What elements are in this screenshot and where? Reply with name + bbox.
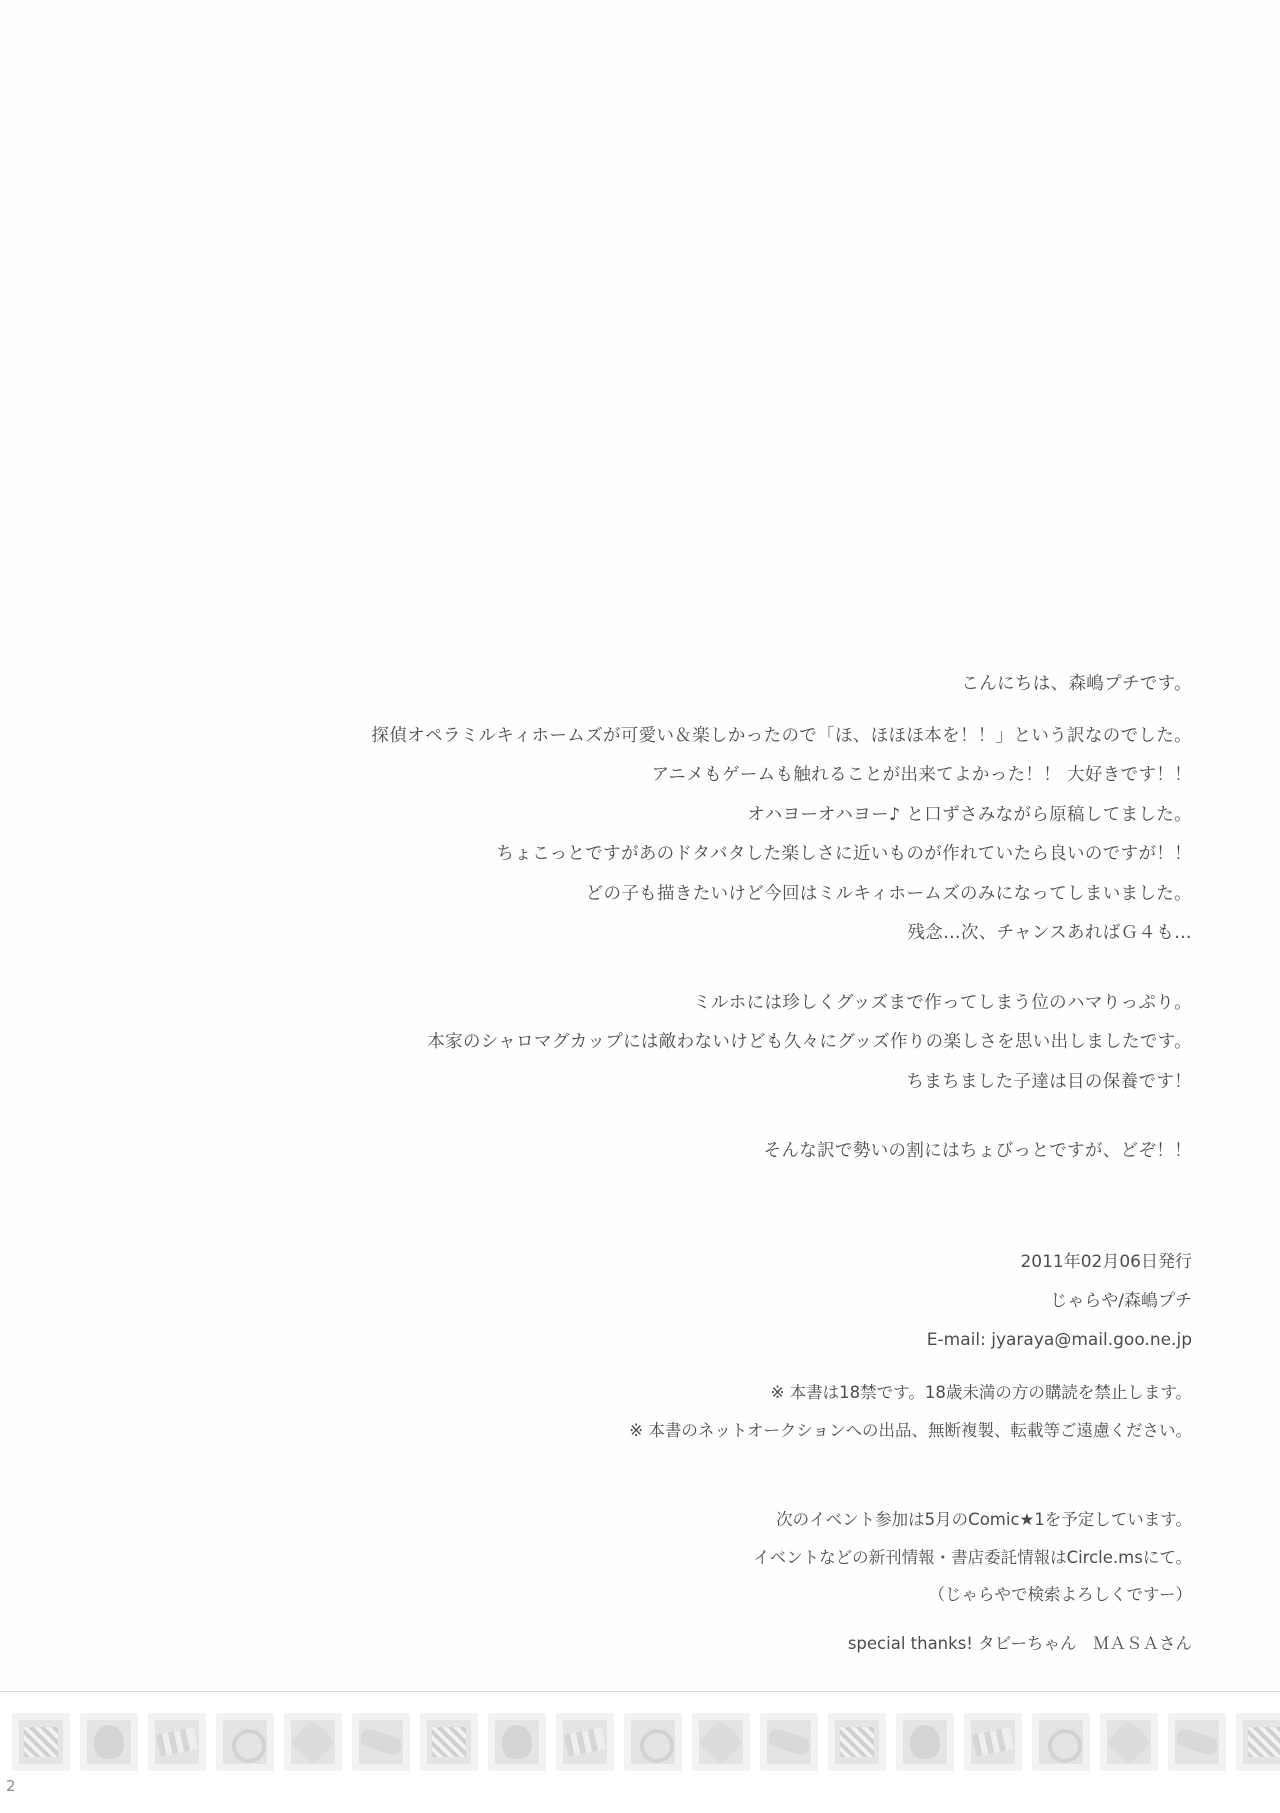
footer-tile [12,1713,70,1771]
footer-tile [828,1713,886,1771]
age-restriction-notice: ※ 本書は18禁です。18歳未満の方の購読を禁止します。 [770,1383,1192,1402]
search-hint-line: （じゃらやで検索よろしくですー） [928,1585,1192,1604]
footer-tile [1236,1713,1280,1771]
footer-tile [692,1713,750,1771]
footer-tile [284,1713,342,1771]
afterword-line: アニメもゲームも触れることが出来てよかった！！ 大好きです！！ [651,765,1192,785]
footer-tile [80,1713,138,1771]
afterword-text-block [272,676,1192,1183]
circle-and-author: じゃらや/森嶋プチ [1050,1291,1192,1311]
footer-tile [488,1713,546,1771]
legal-notices-block [272,1385,1192,1460]
footer-tile [964,1713,1022,1771]
footer-tile [148,1713,206,1771]
afterword-line: オハヨーオハヨー♪ と口ずさみながら原稿してました。 [747,804,1192,825]
footer-tile [216,1713,274,1771]
afterword-line: 本家のシャロマグカップには敵わないけども久々にグッズ作りの楽しさを思い出しましたです。 [427,1032,1192,1052]
afterword-spacer [272,1113,1192,1143]
afterword-line: 探偵オペラミルキィホームズが可愛い＆楽しかったので「ほ、ほほほ本を！！」という訳なのでした。 [371,725,1192,746]
footer-tile [1168,1713,1226,1771]
afterword-line: ちまちました子達は目の保養です！ [906,1071,1192,1092]
next-event-line: 次のイベント参加は5月のComic★1を予定しています。 [776,1510,1192,1529]
footer-tile-strip [12,1713,1280,1771]
footer-tile [420,1713,478,1771]
special-thanks: special thanks! タビーちゃん ＭＡＳＡさん [847,1634,1192,1653]
afterword-line: ミルホには珍しくグッズまで作ってしまう位のハマりっぷり。 [693,992,1192,1013]
footer-decorative-band [0,1691,1280,1813]
afterword-line: 残念…次、チャンスあればＧ４も… [907,923,1192,943]
footer-tile [1032,1713,1090,1771]
publication-date: 2011年02月06日発行 [1020,1252,1192,1272]
reproduction-notice: ※ 本書のネットオークションへの出品、無断複製、転載等ご遠慮ください。 [629,1420,1192,1440]
afterword-line: どの子も描きたいけど今回はミルキィホームズのみになってしまいました。 [585,883,1192,904]
afterword-spacer [272,965,1192,995]
afterword-line: こんにちは、森嶋プチです。 [961,674,1192,694]
footer-tile [896,1713,954,1771]
afterword-line: そんな訳で勢いの割にはちょびっとですが、どぞ！！ [763,1141,1192,1161]
email-address: E-mail: jyaraya@mail.goo.ne.jp [926,1330,1192,1350]
page-number: 2 [6,1777,16,1795]
info-source-line: イベントなどの新刊情報・書店委託情報はCircle.msにて。 [753,1547,1192,1567]
event-info-block [272,1512,1192,1625]
footer-tile [352,1713,410,1771]
footer-tile [556,1713,614,1771]
colophon-block [272,1254,1192,1371]
footer-tile [760,1713,818,1771]
footer-tile [624,1713,682,1771]
footer-divider [0,1691,1280,1692]
footer-tile [1100,1713,1158,1771]
afterword-line: ちょこっとですがあのドタバタした楽しさに近いものが作れていたら良いのですが！！ [496,844,1192,864]
